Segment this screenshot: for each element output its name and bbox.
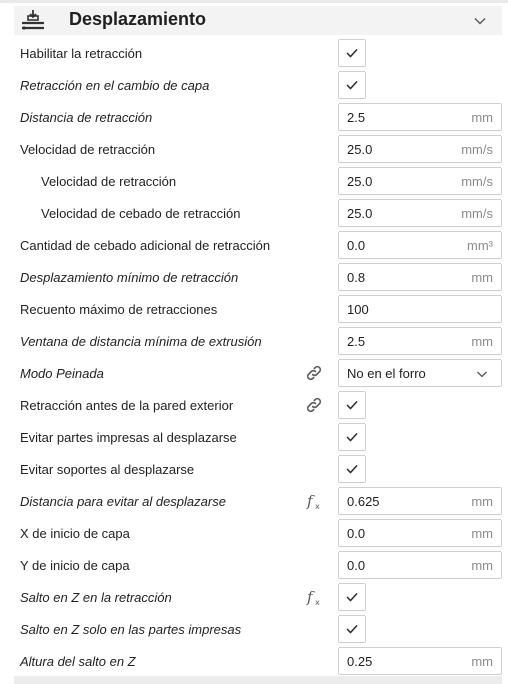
setting-unit: mm/s <box>461 206 493 221</box>
setting-row-retraccion-antes-de-la-pared-exterior <box>14 389 502 421</box>
setting-label: Salto en Z en la retracción <box>20 590 172 605</box>
setting-value: 2.5 <box>347 334 366 349</box>
setting-label: Salto en Z solo en las partes impresas <box>20 622 242 637</box>
setting-row-salto-en-z-solo-en-las-partes-impresas <box>14 613 502 645</box>
setting-row-retraccion-en-el-cambio-de-capa <box>14 69 502 101</box>
setting-value-field[interactable] <box>338 199 502 227</box>
setting-value: No en el forro <box>347 366 426 381</box>
setting-label: Modo Peinada <box>20 366 104 381</box>
setting-value: 100 <box>347 302 369 317</box>
svg-text:f: f <box>307 492 313 510</box>
setting-label: Cantidad de cebado adicional de retracción <box>20 238 271 253</box>
setting-label: Recuento máximo de retracciones <box>20 302 218 317</box>
setting-row-velocidad-de-cebado-de-retraccion <box>14 197 502 229</box>
setting-label: Habilitar la retracción <box>20 46 143 61</box>
setting-label: Ventana de distancia mínima de extrusión <box>20 334 262 349</box>
setting-row-x-de-inicio-de-capa <box>14 517 502 549</box>
setting-checkbox[interactable] <box>338 615 366 643</box>
setting-row-y-de-inicio-de-capa <box>14 549 502 581</box>
setting-unit: mm <box>471 494 493 509</box>
setting-value-field[interactable] <box>338 167 502 195</box>
category-title: Desplazamiento <box>69 9 207 29</box>
setting-row-altura-del-salto-en-z <box>14 645 502 677</box>
setting-value-field[interactable] <box>338 231 502 259</box>
setting-value: 0.0 <box>347 558 366 573</box>
setting-label: Velocidad de cebado de retracción <box>41 206 241 221</box>
setting-row-recuento-maximo-de-retracciones <box>14 293 502 325</box>
travel-icon <box>20 8 48 32</box>
setting-unit: mm <box>471 526 493 541</box>
setting-checkbox[interactable] <box>338 455 366 483</box>
setting-unit: mm³ <box>467 238 493 253</box>
setting-value: 25.0 <box>347 142 373 157</box>
link-icon[interactable] <box>304 395 324 415</box>
setting-row-distancia-de-retraccion <box>14 101 502 133</box>
svg-text:x: x <box>315 502 320 511</box>
setting-row-velocidad-de-retraccion <box>14 165 502 197</box>
setting-value: 25.0 <box>347 206 373 221</box>
setting-unit: mm <box>471 270 493 285</box>
category-header[interactable] <box>14 6 502 35</box>
link-icon[interactable] <box>304 363 324 383</box>
setting-row-habilitar-la-retraccion <box>14 37 502 69</box>
setting-label: Distancia de retracción <box>20 110 153 125</box>
setting-label: Evitar partes impresas al desplazarse <box>20 430 237 445</box>
setting-label: Velocidad de retracción <box>41 174 177 189</box>
setting-unit: mm <box>471 334 493 349</box>
setting-checkbox[interactable] <box>338 39 366 67</box>
setting-value: 0.625 <box>347 494 380 509</box>
setting-label: X de inicio de capa <box>20 526 130 541</box>
setting-value: 0.0 <box>347 238 366 253</box>
setting-label: Altura del salto en Z <box>20 654 136 669</box>
setting-row-salto-en-z-en-la-retraccion <box>14 581 502 613</box>
setting-unit: mm <box>471 110 493 125</box>
function-icon[interactable] <box>304 491 324 511</box>
setting-label: Velocidad de retracción <box>20 142 156 157</box>
chevron-down-icon[interactable] <box>472 13 488 29</box>
setting-unit: mm/s <box>461 174 493 189</box>
setting-label: Y de inicio de capa <box>20 558 130 573</box>
setting-value: 0.8 <box>347 270 366 285</box>
setting-value-field[interactable] <box>338 519 502 547</box>
setting-row-cantidad-de-cebado-adicional-de-retraccion <box>14 229 502 261</box>
setting-checkbox[interactable] <box>338 423 366 451</box>
setting-value: 0.25 <box>347 654 373 669</box>
setting-value-field[interactable] <box>338 135 502 163</box>
setting-row-evitar-soportes-al-desplazarse <box>14 453 502 485</box>
next-category-header <box>14 676 502 684</box>
setting-value-field[interactable] <box>338 327 502 355</box>
setting-unit: mm <box>471 558 493 573</box>
setting-row-velocidad-de-retraccion <box>14 133 502 165</box>
setting-row-evitar-partes-impresas-al-desplazarse <box>14 421 502 453</box>
setting-row-distancia-para-evitar-al-desplazarse <box>14 485 502 517</box>
svg-text:x: x <box>315 598 320 607</box>
setting-row-ventana-de-distancia-minima-de-extrusion <box>14 325 502 357</box>
setting-value-field[interactable] <box>338 487 502 515</box>
setting-checkbox[interactable] <box>338 391 366 419</box>
setting-label: Distancia para evitar al desplazarse <box>20 494 226 509</box>
setting-value: 0.0 <box>347 526 366 541</box>
setting-label: Retracción en el cambio de capa <box>20 78 210 93</box>
chevron-down-icon <box>475 367 489 381</box>
setting-value-field[interactable] <box>338 263 502 291</box>
function-icon[interactable] <box>304 587 324 607</box>
setting-value-field[interactable] <box>338 295 502 323</box>
setting-checkbox[interactable] <box>338 71 366 99</box>
setting-value-field[interactable] <box>338 551 502 579</box>
setting-label: Desplazamiento mínimo de retracción <box>20 270 239 285</box>
setting-value: 2.5 <box>347 110 366 125</box>
setting-row-modo-peinada <box>14 357 502 389</box>
svg-text:f: f <box>307 588 313 606</box>
setting-value: 25.0 <box>347 174 373 189</box>
setting-label: Evitar soportes al desplazarse <box>20 462 195 477</box>
setting-value-field[interactable] <box>338 647 502 675</box>
setting-row-desplazamiento-minimo-de-retraccion <box>14 261 502 293</box>
setting-checkbox[interactable] <box>338 583 366 611</box>
setting-dropdown[interactable] <box>338 359 502 387</box>
setting-unit: mm <box>471 654 493 669</box>
top-divider <box>0 0 508 3</box>
setting-unit: mm/s <box>461 142 493 157</box>
setting-value-field[interactable] <box>338 103 502 131</box>
setting-label: Retracción antes de la pared exterior <box>20 398 234 413</box>
